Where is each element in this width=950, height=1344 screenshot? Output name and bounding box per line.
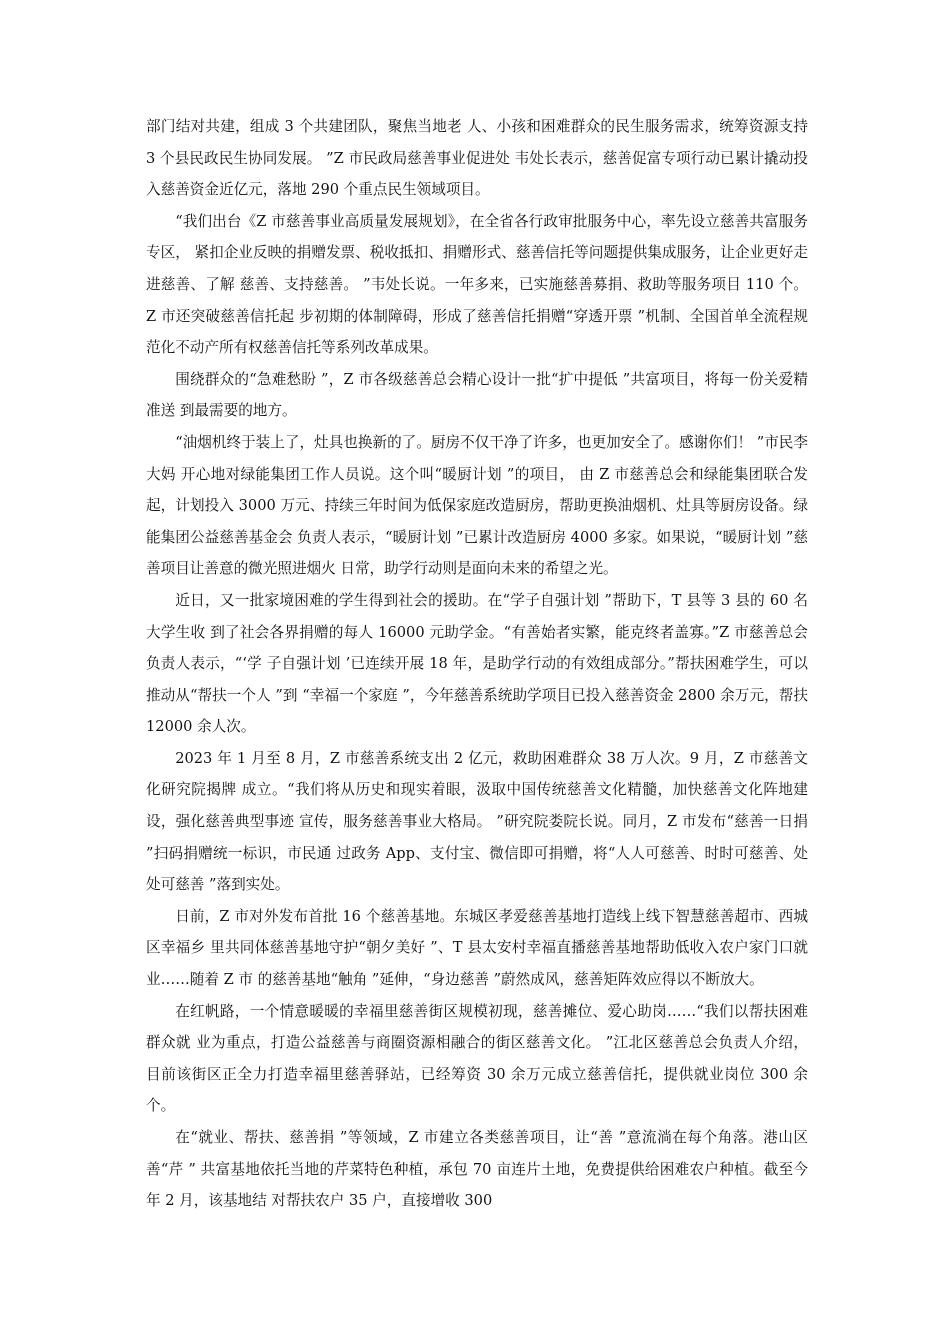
paragraph-celery: 在“就业、帮扶、慈善捐 ”等领域，Z 市建立各类慈善项目，让“善 ”意流淌在每个角落。港山区善“芹 ” 共富基地依托当地的芹菜特色种植，承包 70 亩连片土地，免费提供给困难农户种植。截至今年 2 月，该基地结 对帮扶农户 35 户，直接增收 300 — [146, 1129, 808, 1210]
paragraph-bases: 日前，Z 市对外发布首批 16 个慈善基地。东城区孝爱慈善基地打造线上线下智慧慈善超市、西城区幸福乡 里共同体慈善基地守护“朝夕美好 ”、T 县太安村幸福直播慈善基地帮助低收入农户家门口就业……随着 Z 市 的慈善基地“触角 ”延伸，“身边慈善 ”蔚然成风，慈善矩阵效应得以不断放大。 — [146, 907, 808, 989]
document-page — [146, 111, 808, 1217]
paragraph-plan: “我们出台《Z 市慈善事业高质量发展规划》，在全省各行政审批服务中心，率先设立慈善共富服务专区， 紧扣企业反映的捐赠发票、税收抵扣、捐赠形式、慈善信托等问题提供集成服务，让企业更好走进慈善、了解 慈善、支持慈善。 ”韦处长说。一年多来，已实施慈善募捐、救助等服务项目 110 个。Z 市还突破慈善信托起 步初期的体制障碍，形成了慈善信托捐赠“穿透开票 ”机制、全国首单全流程规范化不动产所有权慈善信托等系列改革成果。 — [146, 212, 808, 357]
paragraph-projects: 围绕群众的“急难愁盼 ”，Z 市各级慈善总会精心设计一批“扩中提低 ”共富项目，将每一份关爱精准送 到最需要的地方。 — [146, 370, 808, 420]
paragraph-students: 近日，又一批家境困难的学生得到社会的援助。在“学子自强计划 ”帮助下，T 县等 3 县的 60 名大学生收 到了社会各界捐赠的每人 16000 元助学金。“有善始者实繁，能克终者盖寡。”Z 市慈善总会负责人表示，“‘学 子自强计划 ’已连续开展 18 年，是助学行动的有效组成部分。”帮扶困难学生，可以推动从“帮扶一个人 ”到 “幸福一个家庭 ”，今年慈善系统助学项目已投入慈善资金 2800 余万元，帮扶 12000 余人次。 — [146, 591, 808, 736]
paragraph-street: 在红帆路，一个情意暖暖的幸福里慈善街区规模初现，慈善摊位、爱心助岗……“我们以帮扶困难群众就 业为重点，打造公益慈善与商圈资源相融合的街区慈善文化。 ”江北区慈善总会负责人介绍， 目前该街区正全力打造幸福里慈善驿站，已经筹资 30 余万元成立慈善信托，提供就业岗位 300 余个。 — [146, 1002, 808, 1115]
paragraph-continued: 部门结对共建，组成 3 个共建团队，聚焦当地老 人、小孩和困难群众的民生服务需求，统筹资源支持 3 个县民政民生协同发展。 ”Z 市民政局慈善事业促进处 韦处长表示，慈善促富专项行动已累计撬动投入慈善资金近亿元，落地 290 个重点民生领域项目。 — [146, 118, 808, 199]
paragraph-kitchen: “油烟机终于装上了，灶具也换新的了。厨房不仅干净了许多，也更加安全了。感谢你们！ ”市民李大妈 开心地对绿能集团工作人员说。这个叫“暖厨计划 ”的项目， 由 Z 市慈善总会和绿能集团联合发起，计划投入 3000 万元、持续三年时间为低保家庭改造厨房，帮助更换油烟机、灶具等厨房设备。绿能集团公益慈善基金会 负责人表示，“暖厨计划 ”已累计改造厨房 4000 多家。如果说，“暖厨计划 ”慈善项目让善意的微光照进烟火 日常，助学行动则是面向未来的希望之光。 — [146, 433, 808, 578]
paragraph-statistics: 2023 年 1 月至 8 月，Z 市慈善系统支出 2 亿元，救助困难群众 38 万人次。9 月，Z 市慈善文化研究院揭牌 成立。“我们将从历史和现实着眼，汲取中国传统慈善文化精髓，加快慈善文化阵地建设，强化慈善典型事迹 宣传，服务慈善事业大格局。 ”研究院娄院长说。同月，Z 市发布“慈善一日捐 ”扫码捐赠统一标识，市民通 过政务 App、支付宝、微信即可捐赠，将“人人可慈善、时时可慈善、处处可慈善 ”落到实处。 — [146, 749, 808, 894]
